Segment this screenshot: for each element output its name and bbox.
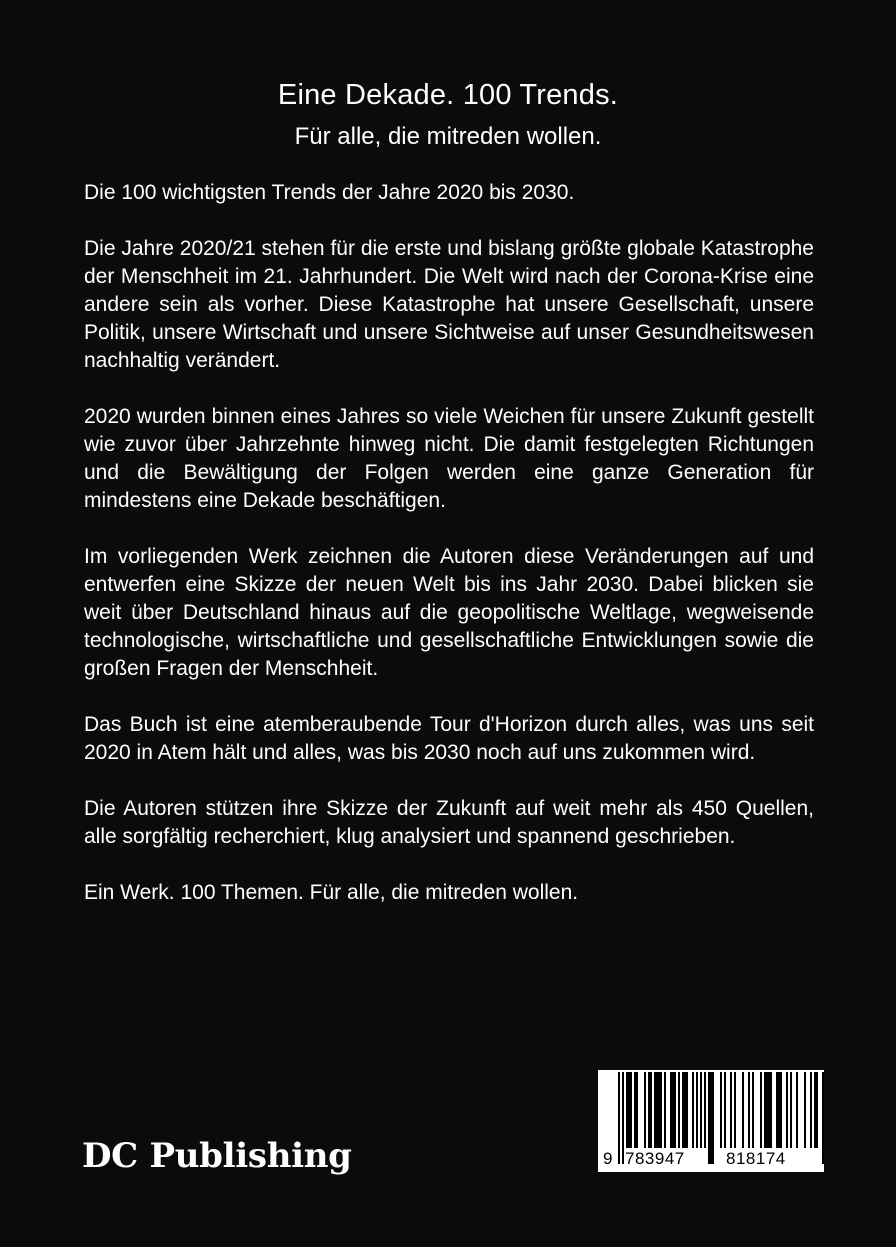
- barcode-bar: [628, 1072, 630, 1148]
- barcode-bar: [790, 1072, 792, 1148]
- barcode-bar: [748, 1072, 750, 1148]
- barcode-bar: [766, 1072, 768, 1148]
- barcode-bar: [686, 1072, 688, 1148]
- barcode-bar: [654, 1072, 656, 1148]
- barcode-bar: [770, 1072, 772, 1148]
- barcode-bar: [626, 1072, 628, 1148]
- barcode-bar: [810, 1072, 812, 1148]
- barcode-bar: [764, 1072, 766, 1148]
- barcode-bar: [780, 1072, 782, 1148]
- barcode-bar: [742, 1072, 744, 1148]
- barcode-prefix-digit: 9: [603, 1149, 613, 1168]
- barcode-right-digits: 818174: [726, 1149, 786, 1168]
- publisher-logo: DC Publishing: [82, 1136, 352, 1176]
- barcode-bar: [678, 1072, 680, 1148]
- cover-subheadline: Für alle, die mitreden wollen.: [294, 123, 602, 150]
- blurb-paragraph-intro: Die 100 wichtigsten Trends der Jahre 2020 bis 2030.: [84, 181, 575, 204]
- barcode-bar: [796, 1072, 798, 1148]
- blurb-paragraph-sources: Die Autoren stützen ihre Skizze der Zukunft auf weit mehr als 450 Quellen, alle sorgfältig recherchiert, klug analysiert und spannend geschrieben.: [84, 797, 814, 848]
- barcode-left-digits: 783947: [625, 1149, 685, 1168]
- barcode-bar: [760, 1072, 762, 1148]
- barcode-bar: [786, 1072, 788, 1148]
- blurb-paragraph-closing: Ein Werk. 100 Themen. Für alle, die mitreden wollen.: [84, 881, 579, 904]
- barcode-bar: [816, 1072, 818, 1148]
- barcode-bar: [674, 1072, 676, 1148]
- barcode-bar: [634, 1072, 636, 1148]
- barcode-bar: [684, 1072, 686, 1148]
- barcode-bar: [752, 1072, 754, 1148]
- barcode-bar: [730, 1072, 732, 1148]
- barcode-bar: [704, 1072, 706, 1148]
- barcode-bar: [660, 1072, 662, 1148]
- barcode-bar: [692, 1072, 694, 1148]
- barcode-bar: [650, 1072, 652, 1148]
- barcode-bar: [636, 1072, 638, 1148]
- barcode-bar: [658, 1072, 660, 1148]
- barcode-bar: [700, 1072, 702, 1148]
- barcode-number: [598, 1148, 824, 1170]
- barcode-bar: [644, 1072, 646, 1148]
- barcode-bar: [630, 1072, 632, 1148]
- barcode-bar: [768, 1072, 770, 1148]
- blurb-paragraph-authors-sketch: Im vorliegenden Werk zeichnen die Autoren diese Veränderungen auf und entwerfen eine Skizze der neuen Welt bis ins Jahr 2030. Dabei blicken sie weit über Deutschland hinaus auf die geopolitische Weltlage, wegweisende technologische, wirtschaftliche und gesellschaftliche Entwicklungen sowie die großen Fragen der Menschheit.: [84, 545, 814, 680]
- barcode-bar: [670, 1072, 672, 1148]
- blurb-paragraph-tour: Das Buch ist eine atemberaubende Tour d'Horizon durch alles, was uns seit 2020 in Atem hält und alles, was bis 2030 noch auf uns zukommen wird.: [84, 713, 814, 764]
- barcode-bar: [814, 1072, 816, 1148]
- barcode-bar: [672, 1072, 674, 1148]
- barcode-bar: [724, 1072, 726, 1148]
- barcode-bar: [804, 1072, 806, 1148]
- barcode-bar: [778, 1072, 780, 1148]
- barcode-bar: [664, 1072, 666, 1148]
- barcode-bar: [720, 1072, 722, 1148]
- barcode-bar: [648, 1072, 650, 1148]
- barcode-bar: [656, 1072, 658, 1148]
- barcode-bar: [696, 1072, 698, 1148]
- barcode-bar: [734, 1072, 736, 1148]
- barcode-bar: [776, 1072, 778, 1148]
- blurb-paragraph-decisions: 2020 wurden binnen eines Jahres so viele Weichen für unsere Zukunft gestellt wie zuvor über Jahrzehnte hinweg nicht. Die damit festgelegten Richtungen und die Bewältigung der Folgen werden eine ganze Generation für mindestens eine Dekade beschäftigen.: [84, 405, 814, 512]
- barcode-bar: [682, 1072, 684, 1148]
- cover-headline: Eine Dekade. 100 Trends.: [277, 79, 619, 111]
- blurb-text: [84, 179, 814, 935]
- blurb-paragraph-catastrophe: Die Jahre 2020/21 stehen für die erste und bislang größte globale Katastrophe der Menschheit im 21. Jahrhundert. Die Welt wird nach der Corona-Krise eine andere sein als vorher. Diese Katastrophe hat unsere Gesellschaft, unsere Politik, unsere Wirtschaft und unsere Sichtweise auf unser Gesundheitswesen nachhaltig verändert.: [84, 237, 814, 372]
- isbn-barcode: [598, 1070, 824, 1172]
